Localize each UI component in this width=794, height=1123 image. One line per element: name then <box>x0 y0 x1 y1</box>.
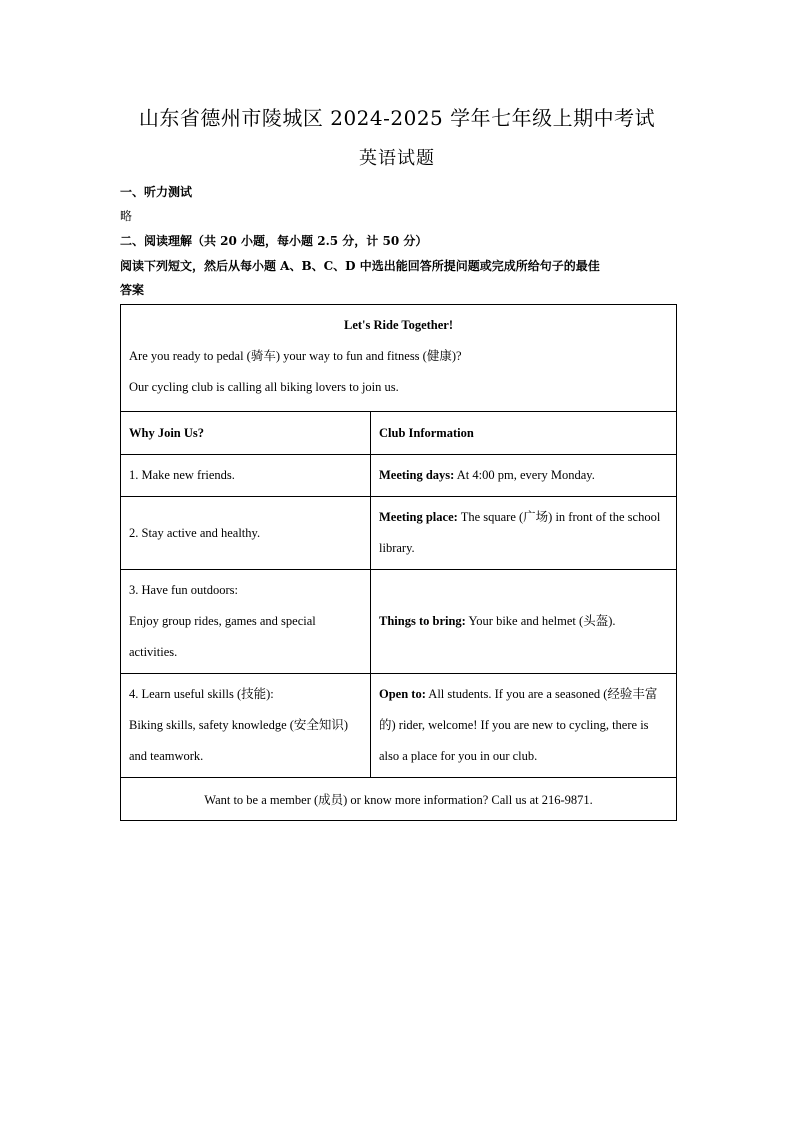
passage-intro-cell <box>121 305 677 412</box>
column-header-club-info: Club Information <box>371 412 677 455</box>
info-cell <box>371 455 677 497</box>
info-text <box>379 679 668 772</box>
info-cell <box>371 497 677 570</box>
info-value: All students. If you are a seasoned (经验丰富的) rider, welcome! If you are new to cycling, there is also a place for you in our club. <box>379 687 658 763</box>
reason-detail: Enjoy group rides, games and special activities. <box>129 614 316 659</box>
listening-note: 略 <box>120 209 133 223</box>
table-row <box>121 497 677 570</box>
passage-intro-line: Are you ready to pedal (骑车) your way to fun and fitness (健康)? <box>129 349 462 363</box>
info-label: Meeting days: <box>379 468 455 482</box>
page-title: 山东省德州市陵城区 2024-2025 学年七年级上期中考试 <box>138 106 656 130</box>
info-text <box>379 502 668 564</box>
passage-title: Let's Ride Together! <box>343 318 454 332</box>
table-footer-row <box>121 778 677 821</box>
table-row <box>121 674 677 778</box>
info-label: Meeting place: <box>379 510 458 524</box>
info-cell <box>371 570 677 674</box>
reason-text: 2. Stay active and healthy. <box>129 525 261 540</box>
passage-table <box>120 304 677 821</box>
passage-intro-line: Our cycling club is calling all biking lovers to join us. <box>129 380 399 394</box>
reason-cell <box>121 674 371 778</box>
info-label: Open to: <box>379 687 426 701</box>
listening-heading: 一、听力测试 <box>120 185 193 199</box>
reason-text: 4. Learn useful skills (技能): <box>129 687 274 701</box>
reason-detail: Biking skills, safety knowledge (安全知识) and teamwork. <box>129 718 349 763</box>
info-text <box>379 460 668 491</box>
reason-cell <box>121 497 371 570</box>
reason-cell <box>121 570 371 674</box>
table-row <box>121 455 677 497</box>
info-value: Your bike and helmet (头盔). <box>465 614 616 628</box>
reading-instruction-continued: 答案 <box>120 283 145 297</box>
info-value: The square (广场) in front of the school library. <box>379 510 661 555</box>
info-label: Things to bring: <box>379 614 466 628</box>
passage-footer: Want to be a member (成员) or know more information? Call us at 216-9871. <box>121 778 677 821</box>
info-value: At 4:00 pm, every Monday. <box>454 468 595 482</box>
reason-text: 1. Make new friends. <box>129 468 235 482</box>
table-row <box>121 570 677 674</box>
table-header-row <box>121 412 677 455</box>
reason-cell <box>121 455 371 497</box>
reading-heading: 二、阅读理解（共 20 小题，每小题 2.5 分，计 50 分） <box>120 234 428 248</box>
passage-intro-row <box>121 305 677 412</box>
info-cell <box>371 674 677 778</box>
info-text <box>379 606 668 637</box>
reading-instruction: 阅读下列短文，然后从每小题 A、B、C、D 中选出能回答所提问题或完成所给句子的最佳 <box>120 259 600 273</box>
page-subtitle: 英语试题 <box>359 148 435 169</box>
column-header-why-join: Why Join Us? <box>121 412 371 455</box>
reason-text: 3. Have fun outdoors: <box>129 583 239 597</box>
